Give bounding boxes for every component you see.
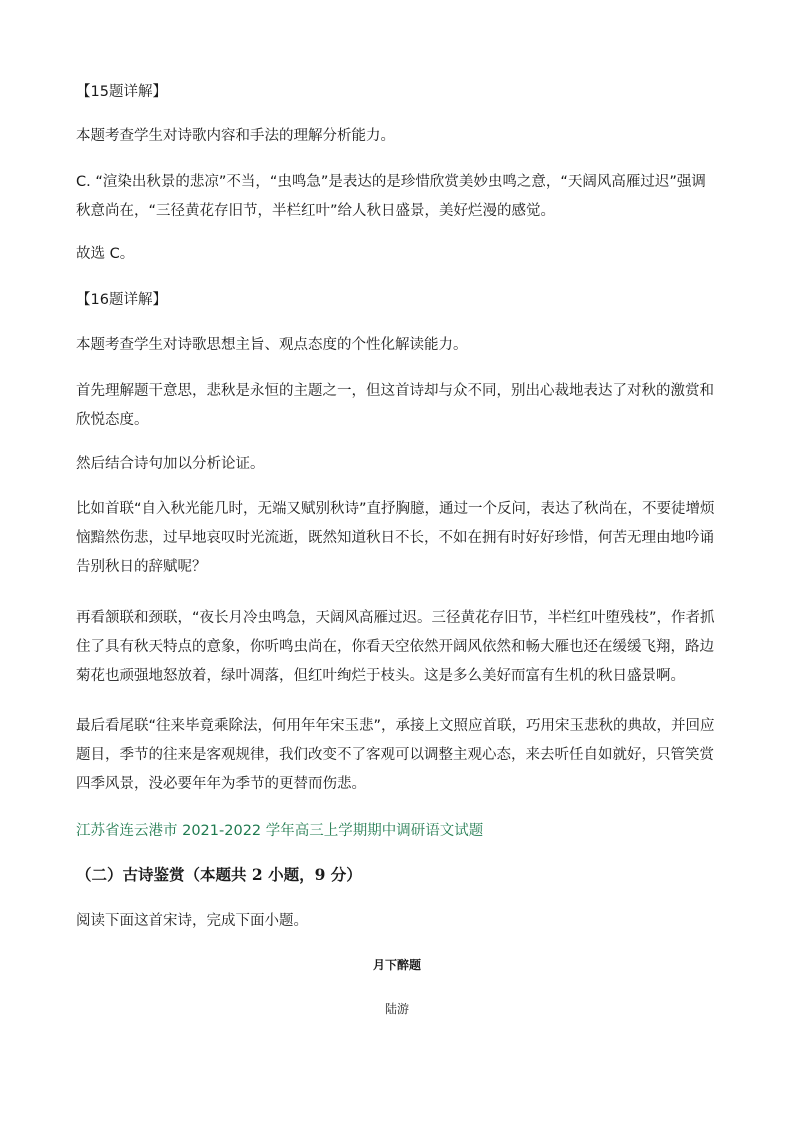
q15-paragraph-2: C. “渲染出秋景的悲凉”不当，“虫鸣急”是表达的是珍惜欣赏美妙虫鸣之意，“天阔风高雁过迟”强调秋意尚在，“三径黄花存旧节，半栏红叶”给人秋日盛景，美好烂漫的感觉。 (76, 174, 706, 219)
poem-title: 月下醉题 (372, 958, 421, 972)
q16-paragraph-6: 最后看尾联“往来毕竟乘除法，何用年年宋玉悲”，承接上文照应首联，巧用宋玉悲秋的典故，并回应题目，季节的往来是客观规律，我们改变不了客观可以调整主观心态，来去听任自如就好，只管笑赏四季风景，没必要年年为季节的更替而伤悲。 (76, 718, 715, 792)
q16-paragraph-3: 然后结合诗句加以分析论证。 (76, 456, 265, 472)
q16-paragraph-5: 再看颔联和颈联，“夜长月冷虫鸣急，天阔风高雁过迟。三径黄花存旧节，半栏红叶堕残枝”，作者抓住了具有秋天特点的意象，你听鸣虫尚在，你看天空依然开阔风依然和畅大雁也还在缓缓飞翔，路边菊花也顽强地怒放着，绿叶凋落，但红叶绚烂于枝头。这是多么美好而富有生机的秋日盛景啊。 (76, 610, 715, 684)
q16-paragraph-1: 本题考查学生对诗歌思想主旨、观点态度的个性化解读能力。 (76, 337, 468, 353)
q16-paragraph-2: 首先理解题干意思，悲秋是永恒的主题之一，但这首诗却与众不同，别出心裁地表达了对秋的激赏和欣悦态度。 (76, 383, 714, 428)
q16-paragraph-4: 比如首联“自入秋光能几时，无端又赋别秋诗”直抒胸臆，通过一个反问，表达了秋尚在，不要徒增烦恼黯然伤悲，过早地哀叹时光流逝，既然知道秋日不长，不如在拥有时好好珍惜，何苦无理由地吟诵告别秋日的辞赋呢？ (76, 501, 715, 575)
q15-heading: 【15题详解】 (76, 84, 167, 100)
q15-paragraph-3: 故选 C。 (76, 246, 135, 262)
q15-paragraph-1: 本题考查学生对诗歌内容和手法的理解分析能力。 (76, 128, 395, 144)
instruction-text: 阅读下面这首宋诗，完成下面小题。 (76, 913, 308, 929)
source-link[interactable]: 江苏省连云港市 2021-2022 学年高三上学期期中调研语文试题 (76, 823, 484, 839)
poem-author: 陆游 (384, 1002, 409, 1016)
q16-heading: 【16题详解】 (76, 292, 167, 308)
section-title: （二）古诗鉴赏（本题共 2 小题，9 分） (76, 865, 362, 884)
